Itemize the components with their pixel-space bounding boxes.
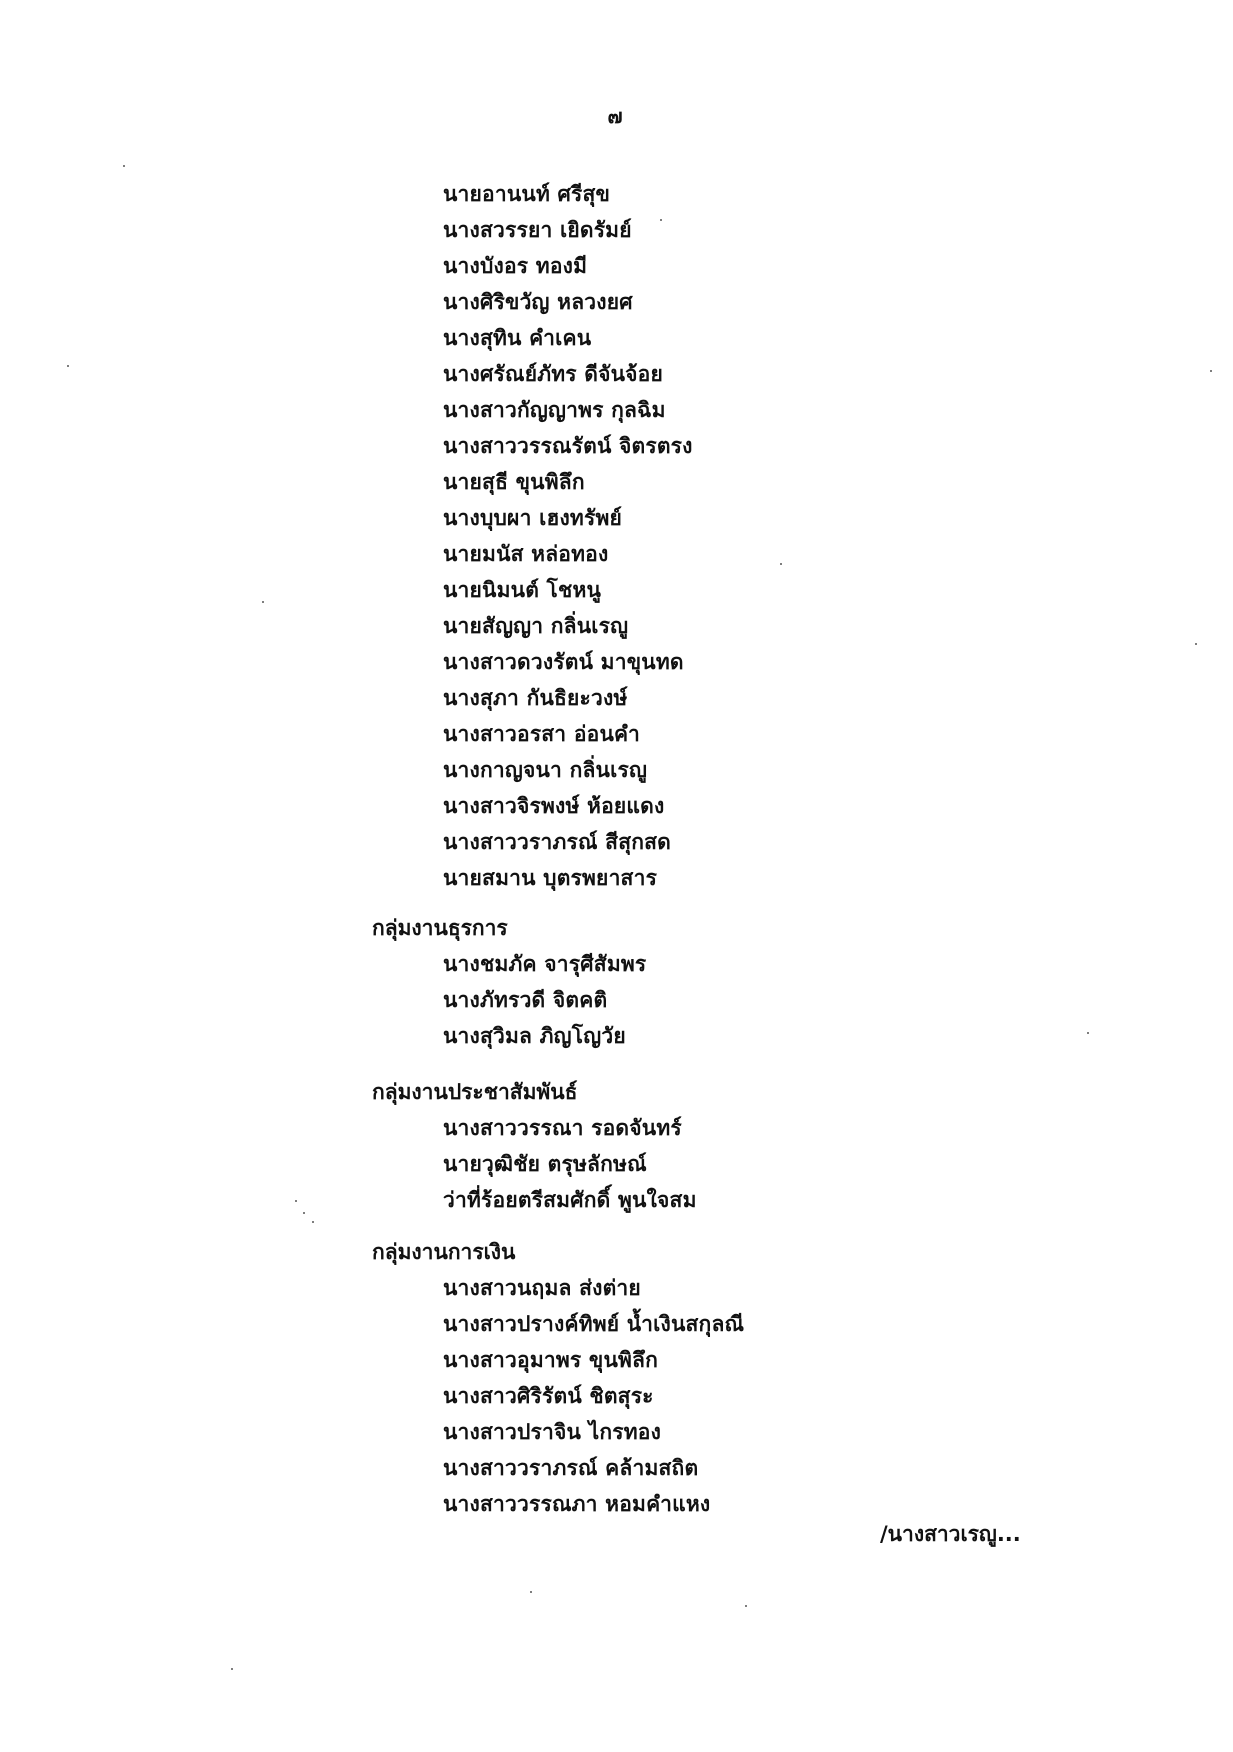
section-heading-public-relations: กลุ่มงานประชาสัมพันธ์ bbox=[372, 1080, 578, 1104]
list-item: นายสมาน บุตรพยาสาร bbox=[443, 866, 658, 890]
scan-speck bbox=[262, 601, 264, 603]
list-item: นายวุฒิชัย ตรุษลักษณ์ bbox=[443, 1152, 647, 1176]
scan-speck bbox=[312, 1221, 314, 1223]
list-item: นางสาวปรางค์ทิพย์ น้ำเงินสกุลณี bbox=[443, 1312, 745, 1336]
section-heading-general-admin: กลุ่มงานธุรการ bbox=[372, 916, 508, 940]
list-item: นางภัทรวดี จิตคติ bbox=[443, 988, 608, 1012]
list-item: นางกาญจนา กลิ่นเรญู bbox=[443, 758, 648, 782]
list-item: นางสุภา กันธิยะวงษ์ bbox=[443, 686, 628, 710]
list-item: นางสุวิมล ภิญโญวัย bbox=[443, 1024, 626, 1048]
list-item: นางชมภัค จารุศีสัมพร bbox=[443, 952, 647, 976]
list-item: ว่าที่ร้อยตรีสมศักดิ์ พูนใจสม bbox=[443, 1188, 697, 1212]
scan-speck bbox=[780, 563, 782, 565]
general-admin-member-list bbox=[443, 946, 646, 1054]
list-item: นายสัญญา กลิ่นเรญู bbox=[443, 614, 629, 638]
list-item: นายมนัส หล่อทอง bbox=[443, 542, 609, 566]
list-item: นายอานนท์ ศรีสุข bbox=[443, 182, 611, 206]
scan-speck bbox=[1210, 370, 1212, 372]
list-item: นางศิริขวัญ หลวงยศ bbox=[443, 290, 633, 314]
list-item: นางบังอร ทองมี bbox=[443, 254, 588, 278]
list-item: นายสุธี ขุนพิลึก bbox=[443, 470, 585, 494]
scan-speck bbox=[1087, 1032, 1089, 1034]
list-item: นางศรัณย์ภัทร ดีจันจ้อย bbox=[443, 362, 663, 386]
finance-member-list bbox=[443, 1270, 744, 1522]
list-item: นางสาวกัญญาพร กุลฉิม bbox=[443, 398, 666, 422]
staff-name-list bbox=[443, 176, 693, 896]
list-item: นางสาววราภรณ์ สีสุกสด bbox=[443, 830, 671, 854]
list-item: นางสาวปราจิน ไกรทอง bbox=[443, 1420, 662, 1444]
scan-speck bbox=[303, 1212, 305, 1214]
section-heading-finance: กลุ่มงานการเงิน bbox=[372, 1240, 516, 1264]
scan-speck bbox=[123, 165, 125, 167]
scan-speck bbox=[1195, 643, 1197, 645]
page-number: ๗ bbox=[607, 104, 623, 128]
list-item: นางสาวดวงรัตน์ มาขุนทด bbox=[443, 650, 684, 674]
continuation-text: /นางสาวเรญู... bbox=[880, 1522, 1021, 1546]
scan-speck bbox=[295, 1200, 297, 1202]
scan-speck bbox=[745, 1605, 747, 1607]
scan-speck bbox=[530, 1591, 532, 1593]
list-item: นางสาวศิริรัตน์ ชิตสุระ bbox=[443, 1384, 654, 1408]
list-item: นางสาววรรณา รอดจันทร์ bbox=[443, 1116, 682, 1140]
list-item: นางสาวอุมาพร ขุนพิลึก bbox=[443, 1348, 659, 1372]
list-item: นางสวรรยา เยิดรัมย์ bbox=[443, 218, 632, 242]
scan-speck bbox=[660, 219, 662, 221]
list-item: นางสาวจิรพงษ์ ห้อยแดง bbox=[443, 794, 665, 818]
public-relations-member-list bbox=[443, 1110, 697, 1218]
list-item: นางสาววราภรณ์ คล้ามสถิต bbox=[443, 1456, 699, 1480]
scan-speck bbox=[231, 1668, 233, 1670]
scan-speck bbox=[67, 365, 69, 367]
list-item: นางสาววรรณรัตน์ จิตรตรง bbox=[443, 434, 693, 458]
list-item: นางสาวนฤมล ส่งต่าย bbox=[443, 1276, 641, 1300]
list-item: นางสาววรรณภา หอมคำแหง bbox=[443, 1492, 711, 1516]
list-item: นายนิมนต์ โชหนู bbox=[443, 578, 602, 602]
list-item: นางสุทิน คำเคน bbox=[443, 326, 592, 350]
list-item: นางบุบผา เฮงทรัพย์ bbox=[443, 506, 622, 530]
list-item: นางสาวอรสา อ่อนคำ bbox=[443, 722, 641, 746]
